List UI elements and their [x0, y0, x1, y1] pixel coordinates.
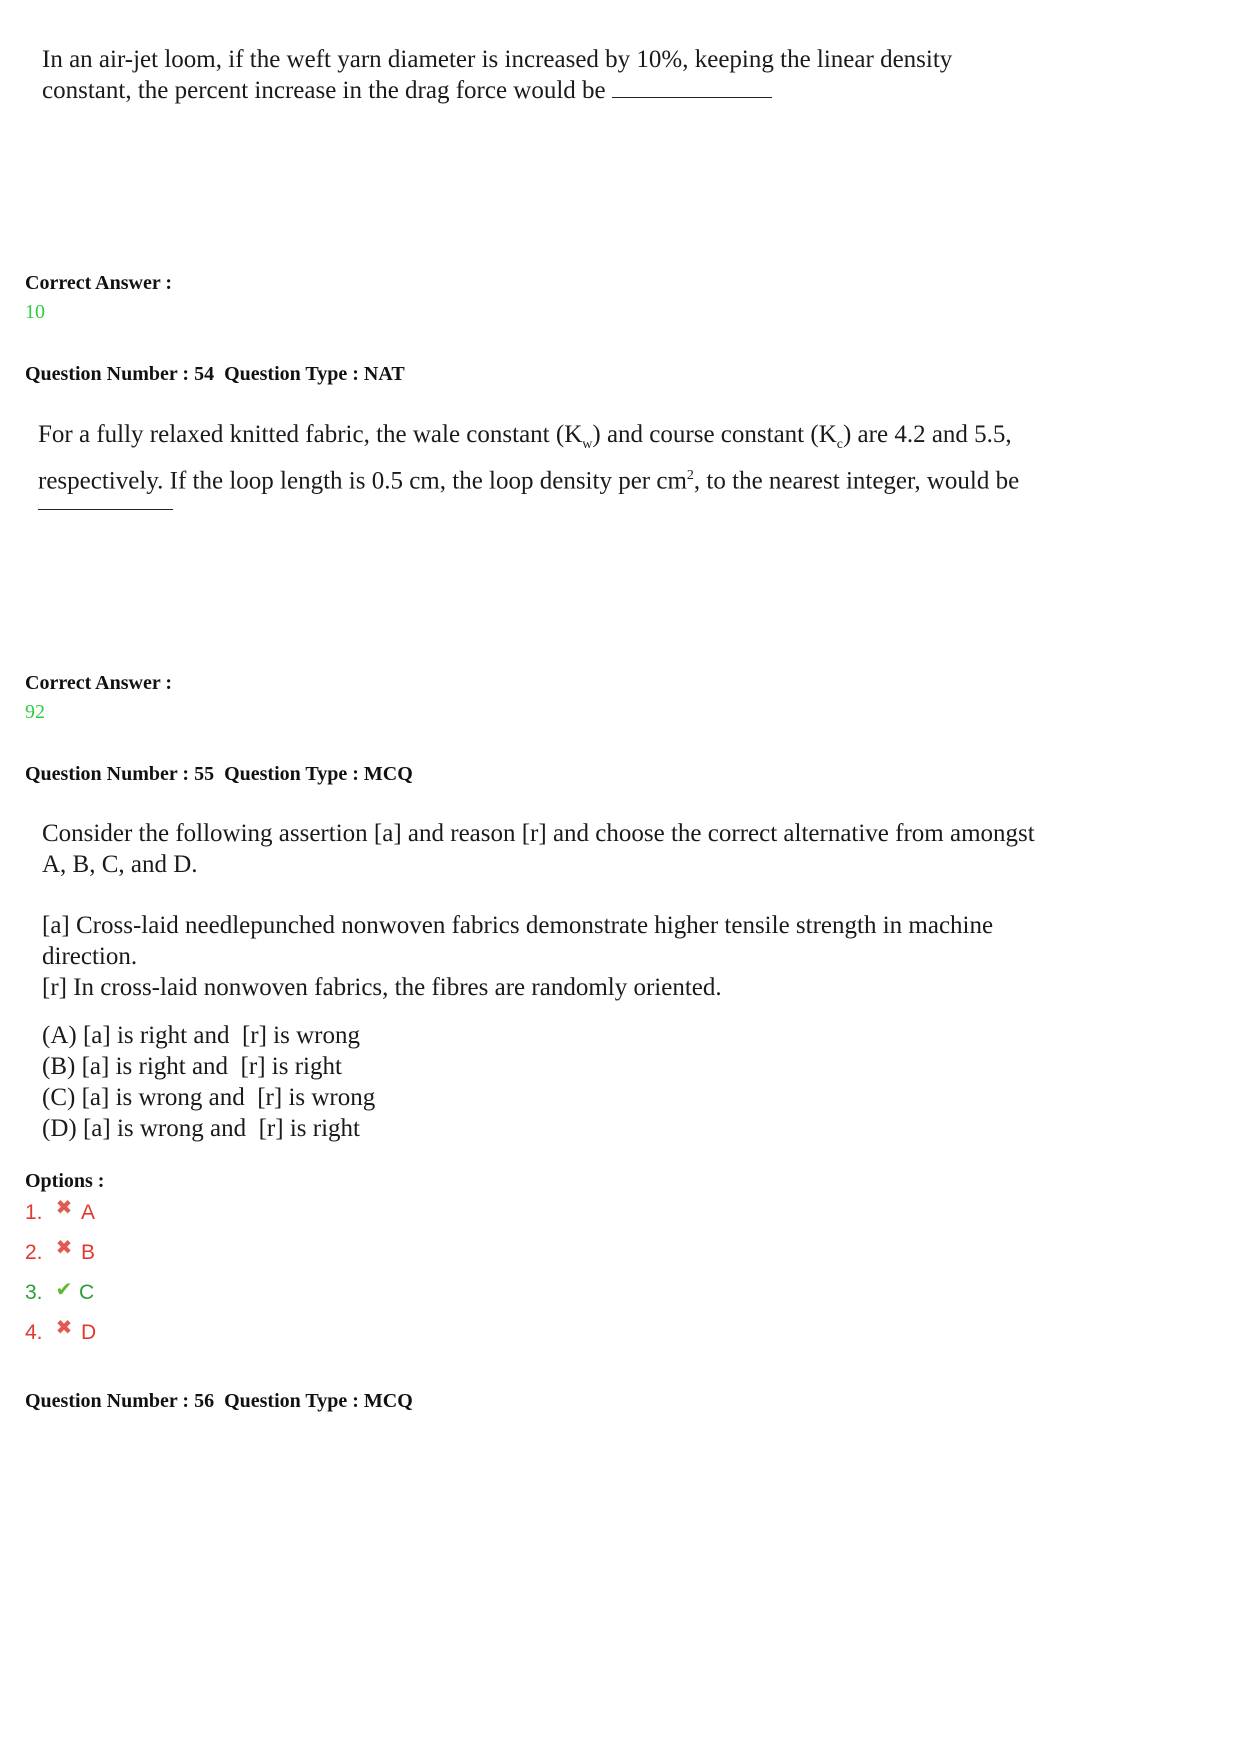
q55-reason: [r] In cross-laid nonwoven fabrics, the fibres are randomly oriented. [42, 974, 722, 1001]
option-1[interactable] [25, 1198, 96, 1228]
q54-line1-part-c: ) are 4.2 and 5.5, [842, 421, 1012, 448]
option-4[interactable] [25, 1318, 96, 1348]
q55-assertion-line2: direction. [42, 943, 138, 970]
option-2[interactable] [25, 1238, 96, 1268]
q55-assertion-block [42, 910, 1192, 1003]
q54-line2-part-b: , to the nearest integer, would be [693, 467, 1020, 495]
cross-icon: ✖ [55, 1316, 73, 1339]
check-icon: ✔ [55, 1278, 73, 1301]
option-label: D [81, 1321, 97, 1344]
option-number: 1. [25, 1201, 43, 1224]
cross-icon: ✖ [55, 1236, 73, 1259]
option-number: 3. [25, 1281, 43, 1304]
answer-blank [38, 508, 173, 510]
q54-line2-part-a: respectively. If the loop length is 0.5 cm, the loop density per cm [38, 467, 687, 495]
q53-correct-answer-value: 10 [25, 301, 45, 323]
q54-header: Question Number : 54 Question Type : NAT [25, 363, 405, 385]
q54-correct-answer-label: Correct Answer : [25, 672, 172, 694]
option-number: 2. [25, 1241, 43, 1264]
option-3[interactable] [25, 1278, 96, 1308]
q54-line1-part-a: For a fully relaxed knitted fabric, the wale constant (K [38, 421, 583, 448]
q54-superscript-2: 2 [686, 468, 694, 483]
option-number: 4. [25, 1321, 43, 1344]
q55-options-label: Options : [25, 1170, 105, 1192]
q53-question-text [42, 44, 952, 106]
q53-text-line2: constant, the percent increase in the drag force would be [42, 77, 606, 104]
cross-icon: ✖ [55, 1196, 73, 1219]
q56-header: Question Number : 56 Question Type : MCQ [25, 1390, 413, 1412]
q55-choice-b: (B) [a] is right and [r] is right [42, 1053, 342, 1080]
option-label: A [81, 1201, 96, 1224]
q53-text-line1: In an air-jet loom, if the weft yarn diameter is increased by 10%, keeping the linear density [42, 46, 953, 73]
q54-line1-part-b: ) and course constant (K [592, 421, 837, 448]
answer-blank [612, 96, 772, 98]
q53-correct-answer-label: Correct Answer : [25, 272, 172, 294]
q55-intro-line1: Consider the following assertion [a] and reason [r] and choose the correct alternative from amongst [42, 820, 1035, 847]
q55-question-text [42, 818, 1192, 880]
option-label: B [81, 1241, 96, 1264]
q54-correct-answer-value: 92 [25, 701, 45, 723]
q55-choices [42, 1020, 842, 1144]
q55-choice-a: (A) [a] is right and [r] is wrong [42, 1022, 360, 1049]
q55-intro-line2: A, B, C, and D. [42, 851, 198, 878]
q55-choice-c: (C) [a] is wrong and [r] is wrong [42, 1084, 376, 1111]
q55-choice-d: (D) [a] is wrong and [r] is right [42, 1115, 360, 1142]
q54-subscript-c: c [836, 437, 843, 452]
option-label: C [79, 1281, 95, 1304]
q54-subscript-w: w [582, 437, 593, 452]
q55-options-list [25, 1198, 96, 1348]
q55-assertion-line1: [a] Cross-laid needlepunched nonwoven fabrics demonstrate higher tensile strength in machine [42, 912, 994, 939]
q55-header: Question Number : 55 Question Type : MCQ [25, 763, 413, 785]
q54-question-text [38, 419, 1188, 496]
